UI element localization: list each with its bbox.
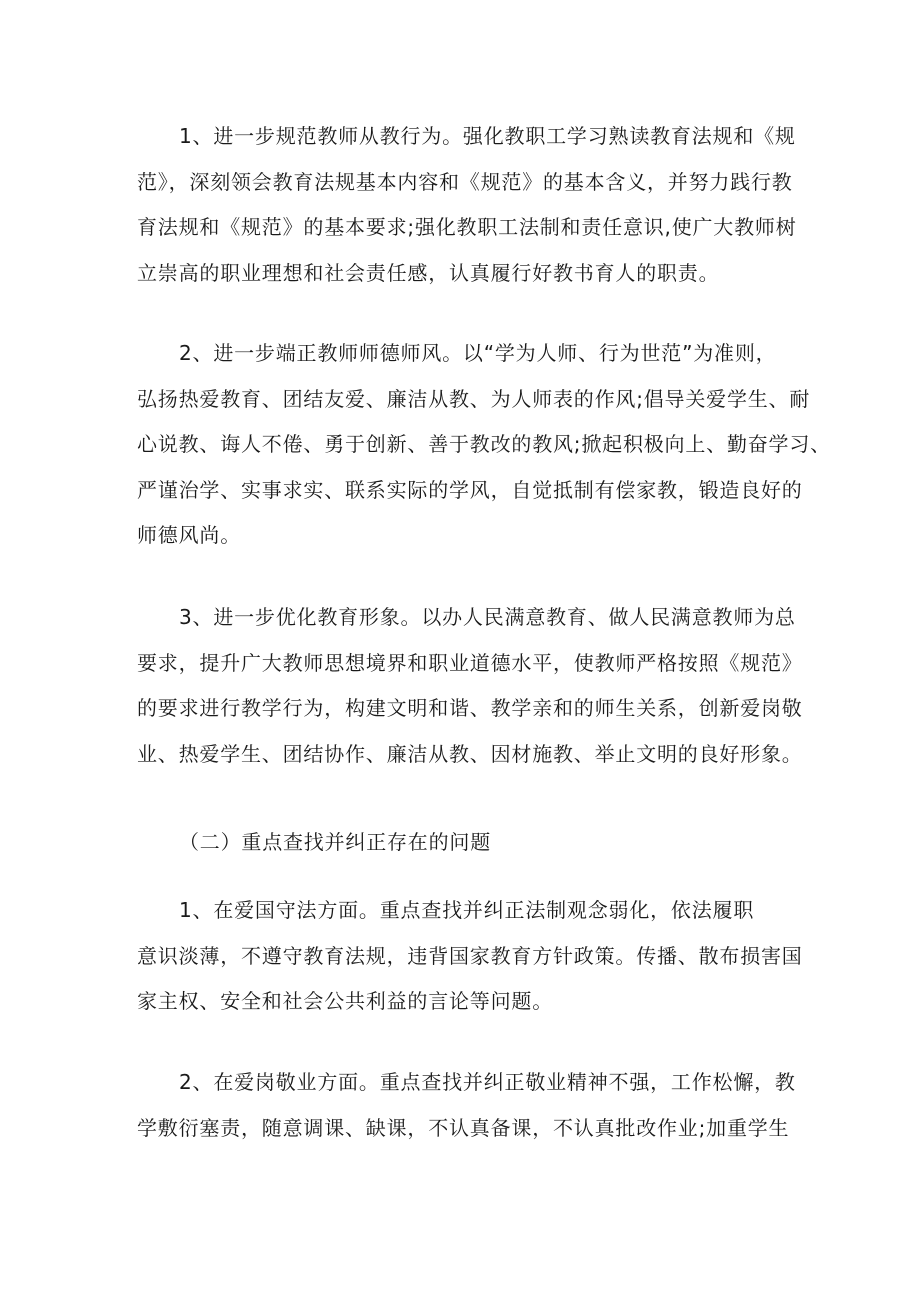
paragraph-line: 1、进一步规范教师从教行为。强化教职工学习熟读教育法规和《规 (179, 124, 796, 148)
paragraph-line: 弘扬热爱教育、团结友爱、廉洁从教、为人师表的作风;倡导关爱学生、耐 (137, 386, 811, 411)
paragraph-line: 要求，提升广大教师思想境界和职业道德水平，使教师严格按照《规范》 (137, 650, 803, 675)
paragraph-teacher-ethics (137, 331, 831, 559)
paragraph-line: 2、进一步端正教师师德师风。以“学为人师、行为世范”为准则， (179, 341, 777, 365)
paragraph-dedication (137, 1060, 796, 1151)
paragraph-line: 的要求进行教学行为，构建文明和谐、教学亲和的师生关系，创新爱岗敬 (137, 696, 803, 720)
paragraph-line: 严谨治学、实事求实、联系实际的学风，自觉抵制有偿家教，锻造良好的 (137, 477, 803, 502)
paragraph-line: 师德风尚。 (137, 523, 241, 547)
paragraph-patriotism-law (137, 888, 803, 1025)
paragraph-line: 心说教、诲人不倦、勇于创新、善于教改的教风;掀起积极向上、勤奋学习、 (137, 432, 831, 456)
paragraph-line: 2、在爱岗敬业方面。重点查找并纠正敬业精神不强，工作松懈，教 (179, 1070, 796, 1094)
paragraph-line: 立崇高的职业理想和社会责任感，认真履行好教书育人的职责。 (137, 260, 720, 285)
paragraph-regulate-conduct (137, 114, 797, 296)
paragraph-line: 1、在爱国守法方面。重点查找并纠正法制观念弱化，依法履职 (179, 898, 755, 922)
paragraph-line: 业、热爱学生、团结协作、廉洁从教、因材施教、举止文明的良好形象。 (137, 741, 803, 766)
paragraph-line: 育法规和《规范》的基本要求;强化教职工法制和责任意识,使广大教师树 (137, 215, 797, 239)
section-heading: （二）重点查找并纠正存在的问题 (179, 830, 491, 854)
paragraph-line: 学敷衍塞责，随意调课、缺课，不认真备课，不认真批改作业;加重学生 (137, 1115, 790, 1140)
paragraph-line: 意识淡薄，不遵守教育法规，违背国家教育方针政策。传播、散布损害国 (137, 943, 803, 968)
paragraph-line: 3、进一步优化教育形象。以办人民满意教育、做人民满意教师为总 (179, 605, 796, 629)
paragraph-line: 范》，深刻领会教育法规基本内容和《规范》的基本含义，并努力践行教 (137, 169, 793, 194)
paragraph-line: 家主权、安全和社会公共利益的言论等问题。 (137, 989, 553, 1013)
paragraph-education-image (137, 595, 803, 777)
